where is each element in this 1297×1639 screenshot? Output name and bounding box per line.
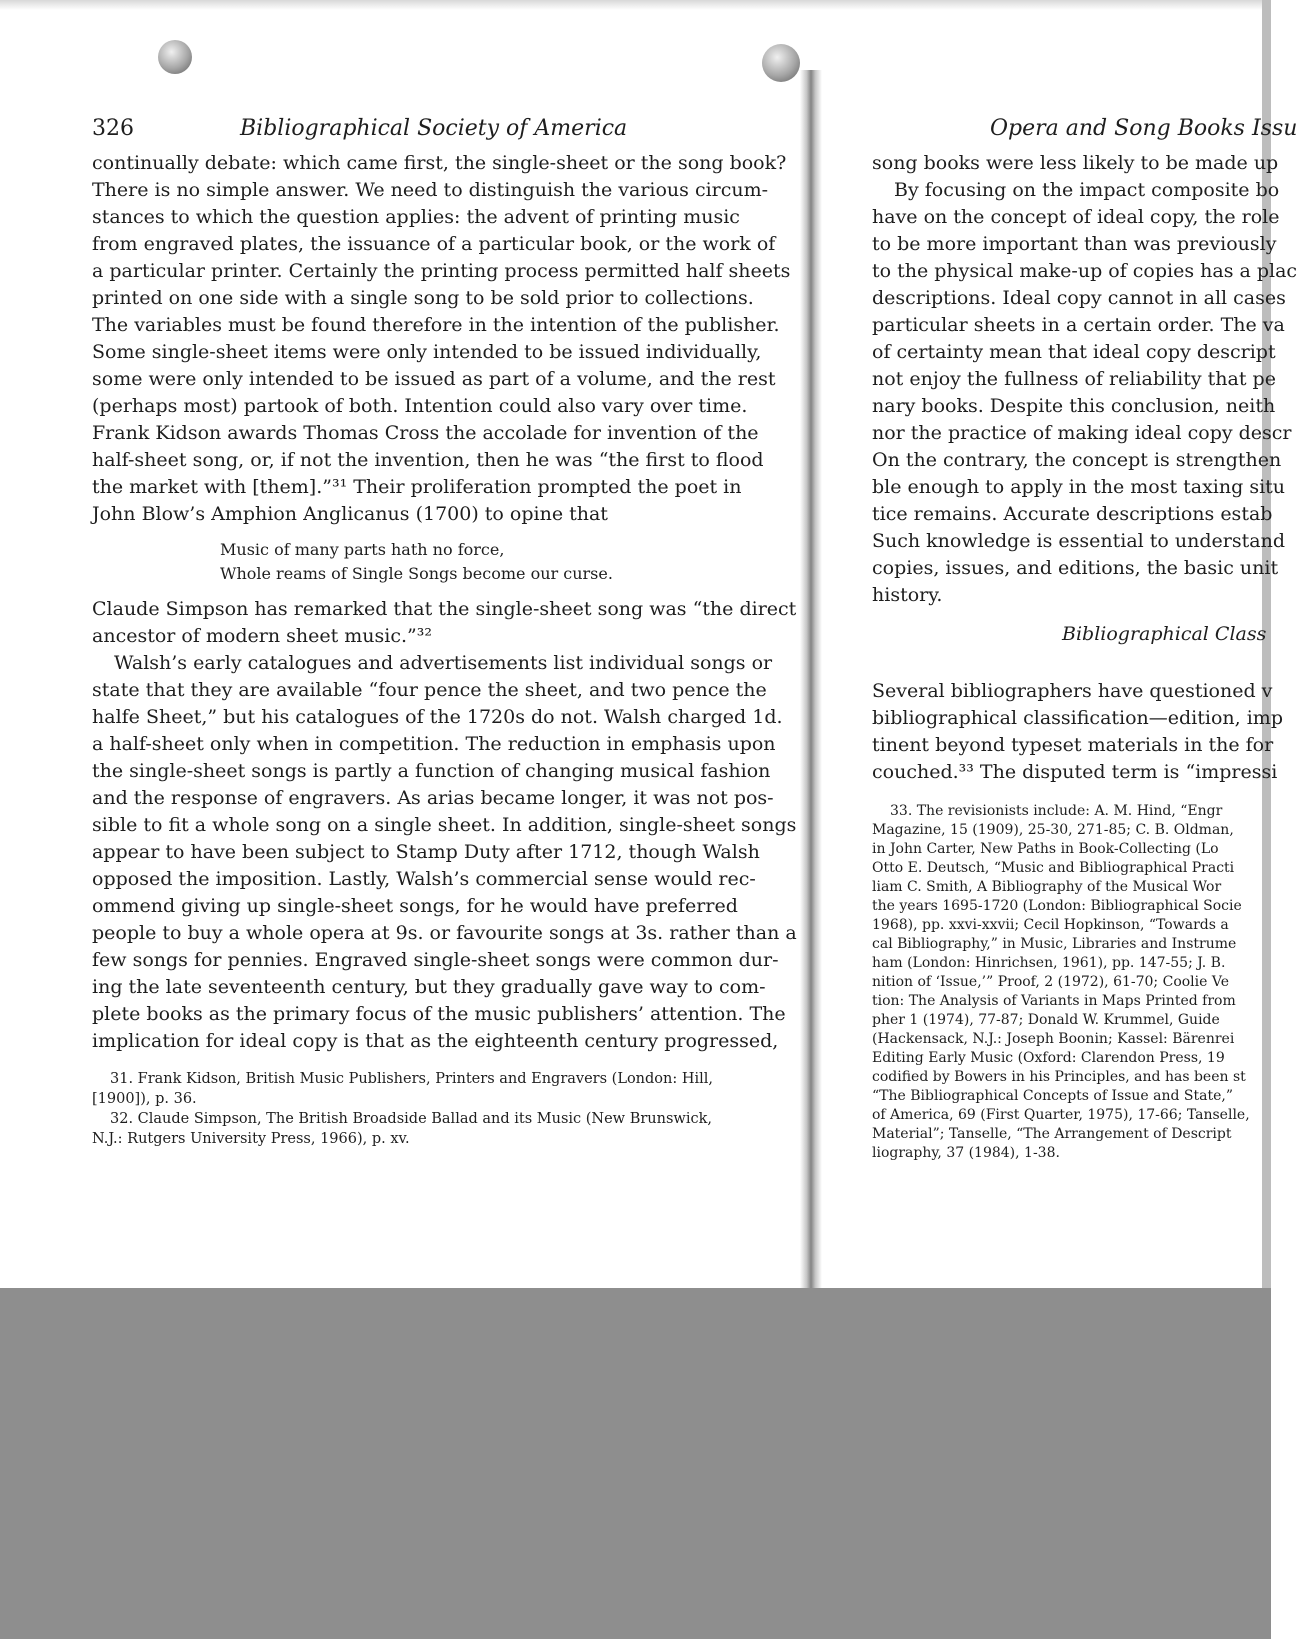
footnote-line: in John Carter, New Paths in Book-Collecting (Lo — [872, 841, 1219, 857]
left-paragraph-3 — [92, 650, 797, 1055]
right-paragraph-3 — [872, 678, 1283, 786]
text-line: plete books as the primary focus of the music publishers’ attention. The — [92, 1003, 786, 1025]
right-footnotes — [872, 802, 1271, 1163]
footnote-line: the years 1695-1720 (London: Bibliographical Socie — [872, 898, 1242, 914]
text-line: ble enough to apply in the most taxing situ — [872, 476, 1286, 498]
punch-hole-left — [158, 40, 192, 74]
text-line: ommend giving up single-sheet songs, for he would have preferred — [92, 895, 738, 917]
text-line: By focusing on the impact composite bo — [894, 179, 1280, 201]
text-line: have on the concept of ideal copy, the role — [872, 206, 1280, 228]
text-line: continually debate: which came first, the single-sheet or the song book? — [92, 152, 787, 174]
text-line: halfe Sheet,” but his catalogues of the 1720s do not. Walsh charged 1d. — [92, 706, 783, 728]
text-line: half-sheet song, or, if not the invention, then he was “the first to flood — [92, 449, 764, 471]
left-footnotes — [92, 1069, 762, 1149]
right-paragraph-1 — [872, 150, 1279, 177]
text-line: to the physical make-up of copies has a plac — [872, 260, 1297, 282]
book-gutter — [800, 70, 822, 1290]
left-paragraph-1 — [92, 150, 791, 528]
running-title-right: Opera and Song Books Issu — [990, 116, 1297, 141]
text-line: printed on one side with a single song to be sold prior to collections. — [92, 287, 754, 309]
footnote-line: pher 1 (1974), 77-87; Donald W. Krummel, Guide — [872, 1012, 1220, 1028]
text-line: not enjoy the fullness of reliability that pe — [872, 368, 1276, 390]
text-line: Such knowledge is essential to understand — [872, 530, 1285, 552]
text-line: implication for ideal copy is that as the eighteenth century progressed, — [92, 1030, 779, 1052]
text-line: Claude Simpson has remarked that the single-sheet song was “the direct — [92, 598, 797, 620]
right-paragraph-2 — [872, 177, 1297, 609]
footnote-line: 32. Claude Simpson, The British Broadside Ballad and its Music (New Brunswick, — [110, 1111, 712, 1127]
text-line: state that they are available “four pence the sheet, and two pence the — [92, 679, 767, 701]
text-line: Walsh’s early catalogues and advertisements list individual songs or — [114, 652, 773, 674]
scan-top-edge — [0, 0, 1271, 10]
text-line: particular sheets in a certain order. The va — [872, 314, 1285, 336]
text-line: the single-sheet songs is partly a function of changing musical fashion — [92, 760, 771, 782]
text-line: tinent beyond typeset materials in the for — [872, 734, 1274, 756]
text-line: some were only intended to be issued as part of a volume, and the rest — [92, 368, 776, 390]
text-line: ancestor of modern sheet music.”³² — [92, 625, 432, 647]
text-line: Some single-sheet items were only intended to be issued individually, — [92, 341, 762, 363]
footnote-line: 33. The revisionists include: A. M. Hind, “Engr — [890, 803, 1223, 819]
left-paragraph-2 — [92, 596, 797, 650]
text-line: a particular printer. Certainly the printing process permitted half sheets — [92, 260, 791, 282]
text-line: tice remains. Accurate descriptions estab — [872, 503, 1273, 525]
page-number: 326 — [92, 116, 134, 141]
text-line: Frank Kidson awards Thomas Cross the accolade for invention of the — [92, 422, 759, 444]
text-line: the market with [them].”³¹ Their proliferation prompted the poet in — [92, 476, 742, 498]
text-line: The variables must be found therefore in the intention of the publisher. — [92, 314, 780, 336]
footnote-line: liography, 37 (1984), 1-38. — [872, 1145, 1060, 1161]
footnote-line: N.J.: Rutgers University Press, 1966), p. xv. — [92, 1131, 410, 1147]
footnote-line: cal Bibliography,” in Music, Libraries and Instrume — [872, 936, 1237, 952]
scanner-background — [0, 1288, 1271, 1639]
text-line: copies, issues, and editions, the basic unit — [872, 557, 1279, 579]
footnote-line: Material”; Tanselle, “The Arrangement of Descript — [872, 1126, 1232, 1142]
footnote-line: ham (London: Hinrichsen, 1961), pp. 147-55; J. B. — [872, 955, 1226, 971]
text-line: of certainty mean that ideal copy descript — [872, 341, 1276, 363]
footnote-line: of America, 69 (First Quarter, 1975), 17-66; Tanselle, — [872, 1107, 1250, 1123]
text-line: couched.³³ The disputed term is “impressi — [872, 761, 1278, 783]
text-line: appear to have been subject to Stamp Duty after 1712, though Walsh — [92, 841, 760, 863]
text-line: (perhaps most) partook of both. Intention could also vary over time. — [92, 395, 748, 417]
text-line: from engraved plates, the issuance of a particular book, or the work of — [92, 233, 776, 255]
footnote-line: tion: The Analysis of Variants in Maps Printed from — [872, 993, 1236, 1009]
text-line: stances to which the question applies: the advent of printing music — [92, 206, 740, 228]
verse-line: Whole reams of Single Songs become our curse. — [220, 564, 613, 583]
section-heading: Bibliographical Class — [1062, 623, 1267, 645]
text-line: nor the practice of making ideal copy descr — [872, 422, 1292, 444]
text-line: bibliographical classification—edition, imp — [872, 707, 1283, 729]
footnote-line: Magazine, 15 (1909), 25-30, 271-85; C. B. Oldman, — [872, 822, 1234, 838]
text-line: few songs for pennies. Engraved single-sheet songs were common dur- — [92, 949, 779, 971]
verse-line: Music of many parts hath no force, — [220, 540, 505, 559]
text-line: and the response of engravers. As arias became longer, it was not pos- — [92, 787, 774, 809]
text-line: a half-sheet only when in competition. The reduction in emphasis upon — [92, 733, 776, 755]
text-line: There is no simple answer. We need to distinguish the various circum- — [92, 179, 769, 201]
left-running-head — [92, 116, 762, 150]
text-line: ing the late seventeenth century, but they gradually gave way to com- — [92, 976, 766, 998]
text-line: song books were less likely to be made up — [872, 152, 1279, 174]
text-line: On the contrary, the concept is strengthen — [872, 449, 1282, 471]
right-page — [872, 116, 1297, 1161]
text-line: opposed the imposition. Lastly, Walsh’s commercial sense would rec- — [92, 868, 756, 890]
text-line: sible to fit a whole song on a single sheet. In addition, single-sheet songs — [92, 814, 797, 836]
footnote-line: (Hackensack, N.J.: Joseph Boonin; Kassel: Bärenrei — [872, 1031, 1235, 1047]
footnote-line: liam C. Smith, A Bibliography of the Musical Wor — [872, 879, 1222, 895]
footnote-line: Editing Early Music (Oxford: Clarendon Press, 19 — [872, 1050, 1225, 1066]
text-line: history. — [872, 584, 943, 606]
text-line: Several bibliographers have questioned v — [872, 680, 1273, 702]
text-line: John Blow’s Amphion Anglicanus (1700) to opine that — [92, 503, 608, 525]
footnote-line: [1900]), p. 36. — [92, 1091, 197, 1107]
footnote-line: 31. Frank Kidson, British Music Publishers, Printers and Engravers (London: Hill, — [110, 1071, 714, 1087]
text-line: to be more important than was previously — [872, 233, 1277, 255]
left-page — [92, 116, 797, 1149]
footnote-line: 1968), pp. xxvi-xxvii; Cecil Hopkinson, “Towards a — [872, 917, 1229, 933]
text-line: nary books. Despite this conclusion, neith — [872, 395, 1276, 417]
punch-hole-right — [762, 44, 800, 82]
verse-quotation — [92, 538, 762, 586]
footnote-line: codified by Bowers in his Principles, and has been st — [872, 1069, 1246, 1085]
text-line: descriptions. Ideal copy cannot in all cases — [872, 287, 1286, 309]
running-title-left: Bibliographical Society of America — [240, 116, 628, 141]
footnote-line: Otto E. Deutsch, “Music and Bibliographical Practi — [872, 860, 1235, 876]
footnote-line: nition of ‘Issue,’” Proof, 2 (1972), 61-70; Coolie Ve — [872, 974, 1229, 990]
text-line: people to buy a whole opera at 9s. or favourite songs at 3s. rather than a — [92, 922, 797, 944]
footnote-line: “The Bibliographical Concepts of Issue and State,” — [872, 1088, 1234, 1104]
